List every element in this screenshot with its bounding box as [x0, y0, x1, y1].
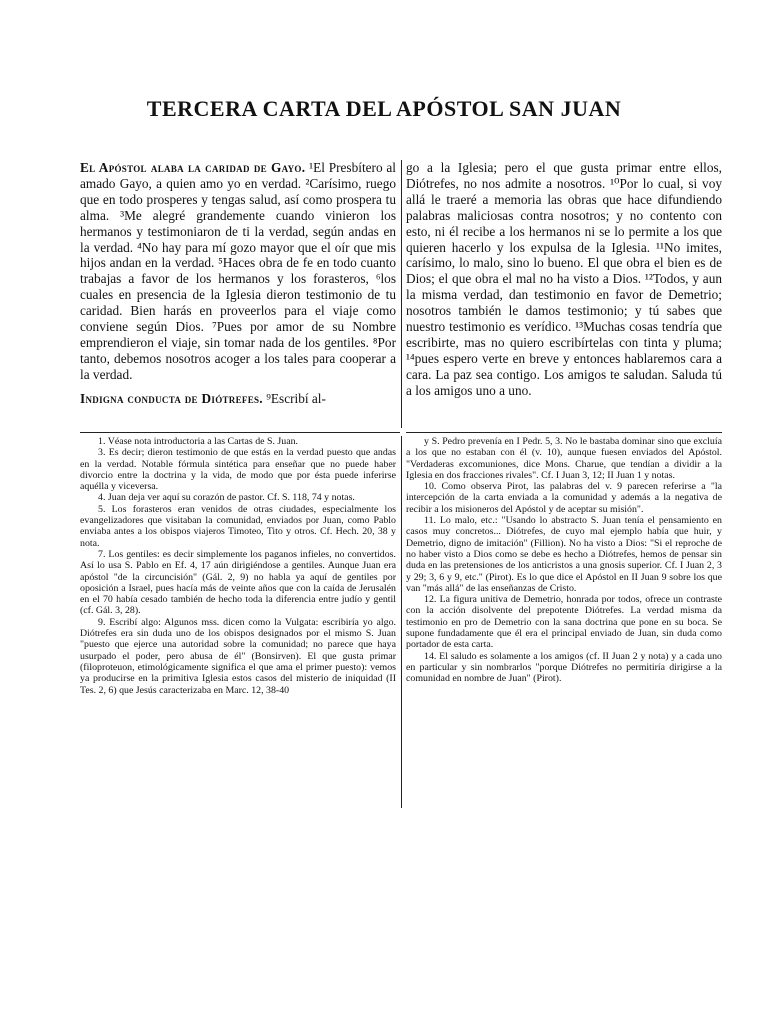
section-diotrefes: [80, 391, 396, 407]
main-text-right-column: [406, 160, 722, 399]
footnote: y S. Pedro prevenía en I Pedr. 5, 3. No le bastaba dominar sino que excluía a los que no estaban con él (v. 10), aunque fuesen enviados del Apóstol. "Verdaderas excomuniones, dice Mons. Charue, que tendían a dividir a la Iglesia en dos fracciones rivales". Cf. I Juan 3, 12; II Juan 1 y notas.: [406, 436, 722, 481]
footnote: 5. Los forasteros eran venidos de otras ciudades, especialmente los evangelizadores que visitaban la comunidad, enviados por Juan, como Pablo enviaba antes a los obispos viajeros Timoteo, Tito y otros. Cf. Hech. 20, 38 y nota.: [80, 503, 396, 549]
footnote: 12. La figura unitiva de Demetrio, honrada por todos, ofrece un contraste con la acción disolvente del prepotente Diótrefes. La verdad misma da testimonio en pro de Demetrio con la sana doctrina que pone en su boca. Se supone fundadamente que él era el principal enviado de Juan, sin duda como portador de esta carta.: [406, 594, 722, 651]
main-text-left-column: [80, 160, 396, 407]
section-heading: Indigna conducta de Diótrefes.: [80, 390, 263, 406]
footnote: 10. Como observa Pirot, las palabras del v. 9 parecen referirse a "la intercepción de la carta enviada a la comunidad y además a la negativa de recibir a los misioneros del Apóstol y de aceptar su misión".: [406, 481, 722, 515]
notes-separator: [80, 432, 400, 433]
footnotes-left-column: [80, 436, 396, 696]
page-title: TERCERA CARTA DEL APÓSTOL SAN JUAN: [146, 96, 622, 121]
notes-separator: [406, 432, 722, 433]
footnote: 1. Véase nota introductoria a las Cartas de S. Juan.: [98, 436, 299, 447]
footnote: 14. El saludo es solamente a los amigos (cf. II Juan 2 y nota) y a cada uno en particular y sin nombrarlos "porque Diótrefes no permitiría dirigirse a la comunidad en nombre de Juan" (Pirot).: [406, 650, 722, 685]
column-divider: [401, 436, 402, 808]
section-alaba-caridad: [80, 160, 396, 383]
footnote: 3. Es decir; dieron testimonio de que estás en la verdad puesto que andas en la verdad. Notable fórmula sintética para enseñar que no puede haber divorcio entre la doctrina y la vida, de modo que por ésta puede inferirse aquélla y viceversa.: [80, 447, 396, 493]
section-body-continued: go a la Iglesia; pero el que gusta primar entre ellos, Diótrefes, no nos admite a nosotros. ¹⁰Por lo cual, si voy allá le traeré a memoria las obras que hace difundiendo palabras maliciosas contra nosotros; y no contento con esto, ni él recibe a los hermanos ni se lo permite a los que quieren hacerlo y los expulsa de la Iglesia. ¹¹No imites, carísimo, lo malo, sino lo bueno. El que obra el bien es de Dios; el que obra el mal no ha visto a Dios. ¹²Todos, y aun la misma verdad, dan testimonio en favor de Demetrio; nosotros también le damos testimonio; y tú sabes que nuestro testimonio es verídico. ¹³Muchas cosas tendría que escribirte, mas no quiero escribírtelas con tinta y pluma; ¹⁴pues espero verte en breve y entonces hablaremos cara a cara. La paz sea contigo. Los amigos te saludan. Saluda tú a los amigos uno a uno.: [406, 160, 722, 398]
section-body: ¹El Presbítero al amado Gayo, a quien amo yo en verdad. ²Carísimo, ruego que en todo prosperes y tengas salud, así como prospera tu alma. ³Me alegré grandemente cuando vinieron los hermanos y testimoniaron de ti la verdad, según andas en la verdad. ⁴No hay para mí gozo mayor que el oír que mis hijos andan en la verdad. ⁵Haces obra de fe en todo cuanto trabajas a favor de los hermanos y los forasteros, ⁶los cuales en presencia de la Iglesia dieron testimonio de tu caridad. Bien harás en proveerlos para el viaje como conviene según Dios. ⁷Pues por amor de su Nombre emprendieron el viaje, sin tomar nada de los gentiles. ⁸Por tanto, debemos nosotros acoger a los tales para cooperar a la verdad.: [80, 160, 396, 382]
footnote: 7. Los gentiles: es decir simplemente los paganos infieles, no convertidos. Así lo usa S. Pablo en Ef. 4, 17 aún dirigiéndose a gentiles. Aunque Juan era apóstol "de la circuncisión" (Gál. 2, 9) no habla ya aquí de gentiles por oposición a Israel, pues hacía más de veinte años que con la caída de Jerusalén en el 70 había cesado también de hecho toda la diferencia entre judío y gentil (cf. Gál. 3, 28).: [80, 548, 396, 617]
footnote: 9. Escribí algo: Algunos mss. dicen como la Vulgata: escribiría yo algo. Diótrefes era sin duda uno de los obispos designados por el mismo S. Juan "puesto que ejerce una autoridad sobre la comunidad; no parece que haya usurpado el poder, pero abusa de él" (Bonsirven). El que gusta primar (filoproteuon, etimológicamente significa el que ama el primer puesto): vemos ya producirse en la primitiva Iglesia estos casos del misterio de iniquidad (II Tes. 2, 6) que Jesús caracterizaba en Marc. 12, 38-40: [80, 616, 396, 696]
section-heading: El Apóstol alaba la caridad de Gayo.: [80, 160, 306, 175]
section-body: ⁹Escribí al-: [262, 390, 326, 406]
footnote: 4. Juan deja ver aquí su corazón de pastor. Cf. S. 118, 74 y notas.: [98, 492, 355, 504]
footnote: 11. Lo malo, etc.: "Usando lo abstracto S. Juan tenía el pensamiento en casos muy concretos... Diótrefes, de cuyo mal ejemplo había que huir, y Demetrio, digno de imitación" (Fillion). No ha visto a Dios: "Si el reproche de no haber visto a Dios como se debe es hecho a Diótrefes, hemos de pensar sin duda en las pretensiones de los anticristos a una gnosis superior. Cf. I Juan 2, 3 y 29; 3, 6 y 9, etc." (Pirot). Es lo que dice el Apóstol en II Juan 9 sobre los que van "más allá" de las enseñanzas de Cristo.: [406, 515, 722, 594]
footnotes-right-column: [406, 436, 722, 685]
column-divider: [401, 160, 402, 428]
